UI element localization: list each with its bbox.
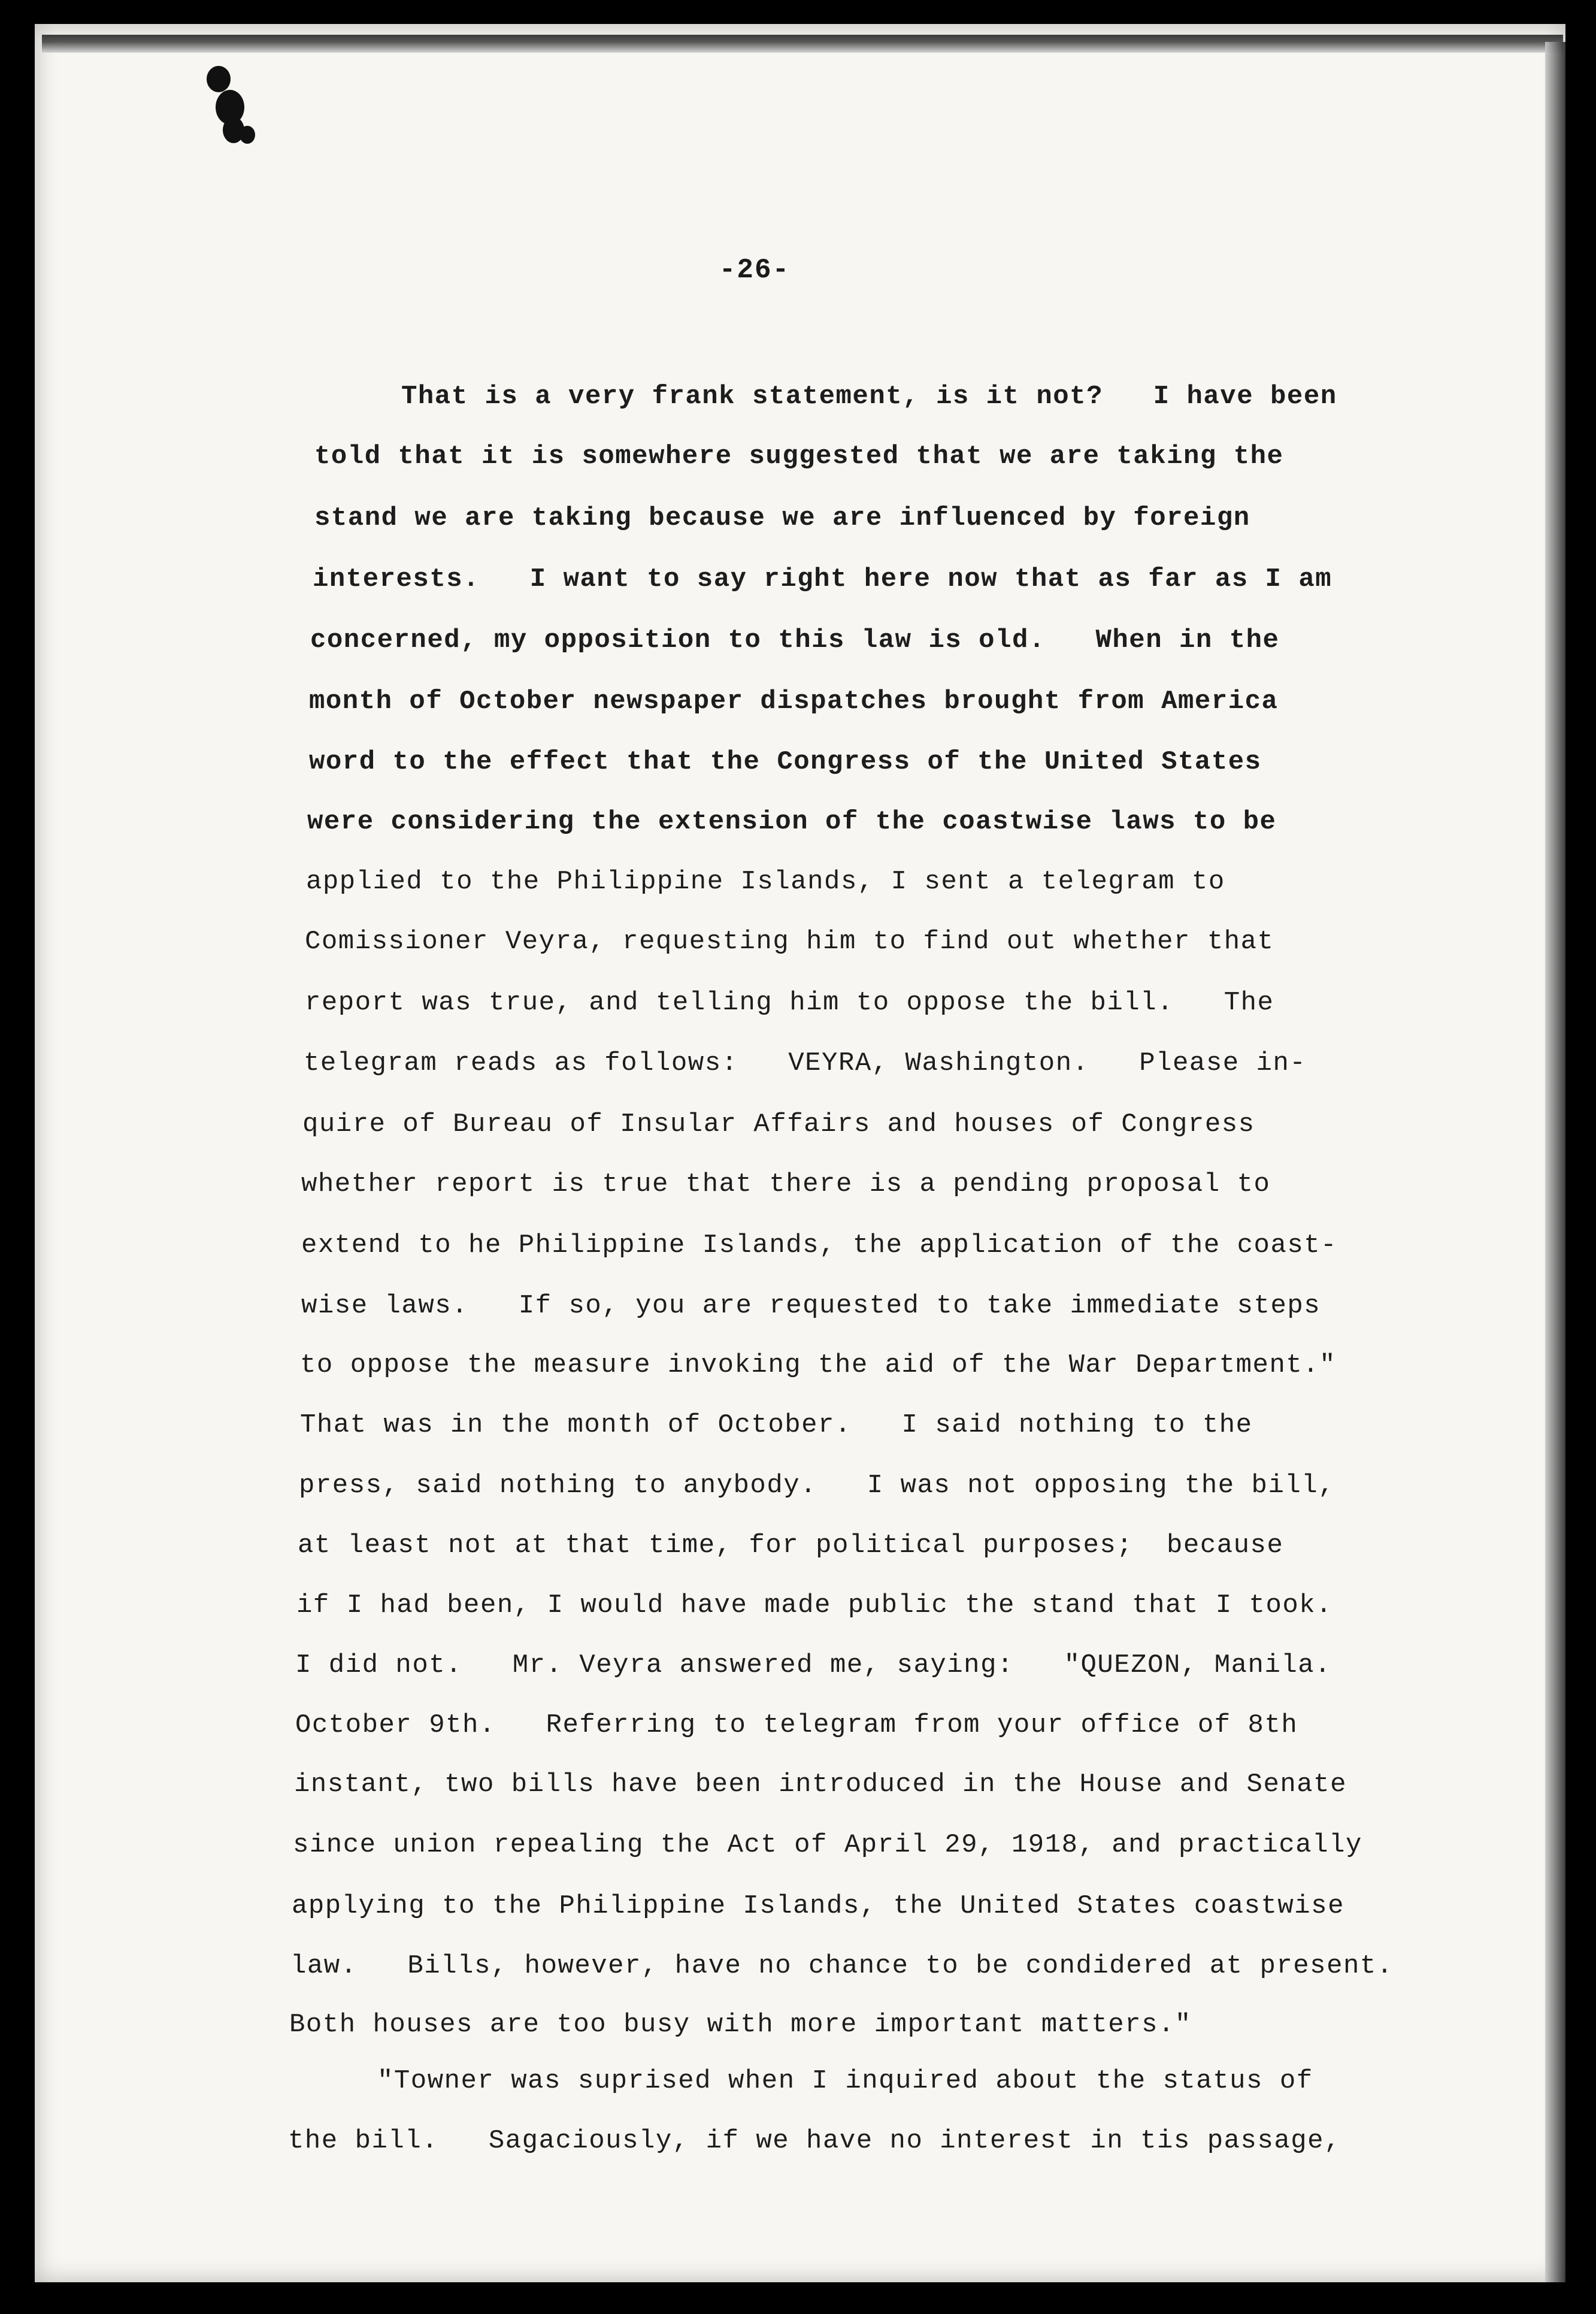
text-line: instant, two bills have been introduced in the House and Senate (294, 1769, 1347, 1799)
text-line: stand we are taking because we are influenced by foreign (314, 503, 1250, 533)
text-line: if I had been, I would have made public the stand that I took. (296, 1590, 1333, 1620)
page-number: -26- (719, 255, 791, 286)
text-line: interests. I want to say right here now that as far as I am (313, 564, 1332, 594)
text-line: applying to the Philippine Islands, the United States coastwise (292, 1891, 1344, 1921)
text-line: concerned, my opposition to this law is old. When in the (310, 625, 1280, 655)
text-line: to oppose the measure invoking the aid of the War Department." (300, 1350, 1337, 1380)
text-line: at least not at that time, for political purposes; because (298, 1530, 1284, 1560)
text-line: told that it is somewhere suggested that we are taking the (314, 441, 1284, 471)
text-line: the bill. Sagaciously, if we have no interest in tis passage, (288, 2126, 1341, 2156)
text-line: wise laws. If so, you are requested to take immediate steps (301, 1291, 1321, 1321)
text-line: That was in the month of October. I said nothing to the (300, 1410, 1253, 1440)
text-line: October 9th. Referring to telegram from your office of 8th (295, 1710, 1298, 1740)
text-line: quire of Bureau of Insular Affairs and houses of Congress (302, 1109, 1255, 1139)
text-line: Both houses are too busy with more important matters." (289, 2010, 1192, 2040)
text-line: law. Bills, however, have no chance to be condidered at present. (290, 1951, 1394, 1981)
text-line: report was true, and telling him to oppose the bill. The (305, 988, 1274, 1018)
text-line: "Towner was suprised when I inquired about the status of (377, 2066, 1313, 2096)
text-line: I did not. Mr. Veyra answered me, saying: "QUEZON, Manila. (295, 1650, 1332, 1680)
text-line: since union repealing the Act of April 29, 1918, and practically (293, 1830, 1362, 1860)
text-line: whether report is true that there is a pending proposal to (301, 1169, 1271, 1199)
text-line: Comissioner Veyra, requesting him to find out whether that (305, 927, 1274, 957)
text-line: press, said nothing to anybody. I was not opposing the bill, (299, 1471, 1335, 1501)
text-line: applied to the Philippine Islands, I sent a telegram to (306, 867, 1225, 897)
text-line: were considering the extension of the coastwise laws to be (307, 807, 1277, 837)
text-line: extend to he Philippine Islands, the application of the coast- (301, 1230, 1338, 1260)
text-line: telegram reads as follows: VEYRA, Washington. Please in- (304, 1048, 1307, 1078)
text-line: month of October newspaper dispatches brought from America (309, 686, 1279, 716)
text-line: That is a very frank statement, is it not? I have been (401, 382, 1337, 412)
text-line: word to the effect that the Congress of the United States (309, 747, 1262, 777)
